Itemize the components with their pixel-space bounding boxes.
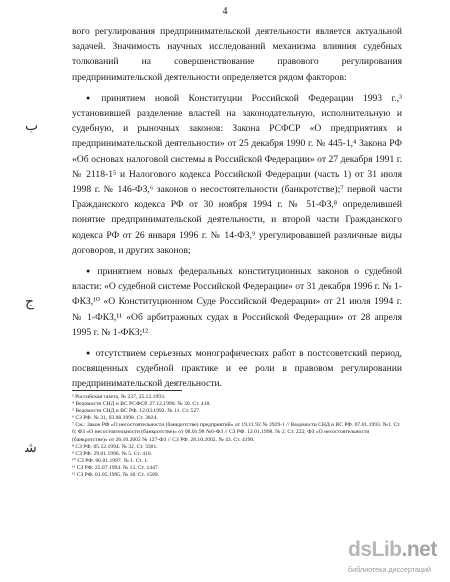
- paragraph: вого регулирования предпринимательской деятельности является актуальной задачей. Значимость научных исследований механизма влияния судебных толкований на совершенствование правового регулирования предпринимательской деятельности определяется рядом факторов:: [72, 26, 402, 83]
- footnote-divider: [72, 390, 182, 391]
- footnote: ⁵ Ведомости СНД и ВС РФ. 12.03.1992. № 11. Ст. 527.: [72, 408, 201, 415]
- logo-tld-text: .net: [401, 538, 437, 561]
- page-number: 4: [222, 6, 228, 17]
- footnote: ¹¹ СЗ РФ. 25.07.1994. № 13. Ст. 1447.: [72, 464, 160, 471]
- dslib-logo: [348, 538, 437, 562]
- margin-handwritten-mark: ﺷ: [25, 440, 37, 456]
- footnote: ⁴ Ведомости СНД и ВС РСФСР. 27.12.1990. № 30. Ст. 418.: [72, 401, 211, 408]
- margin-handwritten-mark: ب: [25, 118, 39, 134]
- footnote: ¹² СЗ РФ. 01.05.1995. № 18. Ст. 1589.: [72, 472, 160, 479]
- margin-handwritten-mark: ج: [25, 294, 35, 310]
- dslib-watermark: [348, 538, 450, 582]
- logo-main-text: dsLib: [348, 538, 402, 561]
- footnote: ³ Российская газета, № 237, 25.12.1993.: [72, 394, 166, 400]
- footnote: ⁸ СЗ РФ. 05.12.1994. № 32. Ст. 3301.: [72, 443, 158, 450]
- bullet-paragraph: ● принятием новых федеральных конституционных законов о судебной власти: «О судебной системе Российской Федерации» от 31 декабря 1996 г. № 1-ФКЗ,¹⁰ «О Конституционном Суде Российской Федерации» от 21 июля 1994 г. № 1-ФКЗ,¹¹ «Об арбитражных судах в Российской Федерации» от 28 апреля 1995 г. № 1-ФКЗ;¹²: [72, 264, 402, 340]
- body-text: [72, 24, 402, 392]
- footnote: ⁶ СЗ РФ. № 31, 03.08.1998. Ст. 3824.: [72, 415, 158, 422]
- footnote: ⁹ СЗ РФ. 29.01.1996. № 5. Ст. 410.: [72, 450, 153, 457]
- footnote: ⁷ См.: Закон РФ «О несостоятельности (банкротстве) предприятий» от 19.11.92 № 3929-1 // Ведомости СНД и ВС РФ. 07.01.1993. №1. Ст. 6; ФЗ «О несостоятельности (банкротстве)» от 08.01.98 №6-ФЗ // СЗ РФ. 12.01.1998. № 2. Ст. 222; ФЗ «О несостоятельности (банкротстве)» от 26.10.2002 № 127-ФЗ // СЗ РФ. 28.10.2002. № 43. Ст. 4190.: [72, 422, 401, 443]
- bullet-paragraph: ● принятием новой Конституции Российской Федерации 1993 г.,³ установившей разделение властей на законодательную, исполнительную и судебную, и рыночных законов: Закона РСФСР «О предприятиях и предпринимательской деятельности» от 25 декабря 1990 г. № 445-1,⁴ Закона РФ «Об основах налоговой системы в Российской Федерации» от 27 декабря 1991 г. № 2118-1⁵ и Налогового кодекса Российской Федерации (часть 1) от 31 июля 1998 г. № 146-ФЗ,⁶ законов о несостоятельности (банкротстве);⁷ первой части Гражданского кодекса РФ от 30 ноября 1994 г. № 51-ФЗ,⁸ определившей понятие предпринимательской деятельности, и второй части Гражданского кодекса РФ от 26 января 1996 г. № 14-ФЗ,⁹ урегулировавшей различные виды договоров, и других законов;: [72, 91, 402, 258]
- bullet-paragraph: ● отсутствием серьезных монографических работ в постсоветский период, посвященных судебной практике и ее роли в правовом регулировании предпринимательской деятельности.: [72, 346, 402, 392]
- footnote: ¹⁰ СЗ РФ. 06.01.1997. № 1. Ст. 1.: [72, 457, 149, 464]
- watermark-subtitle: библиотека диссертаций: [348, 565, 432, 574]
- footnotes: [72, 390, 402, 479]
